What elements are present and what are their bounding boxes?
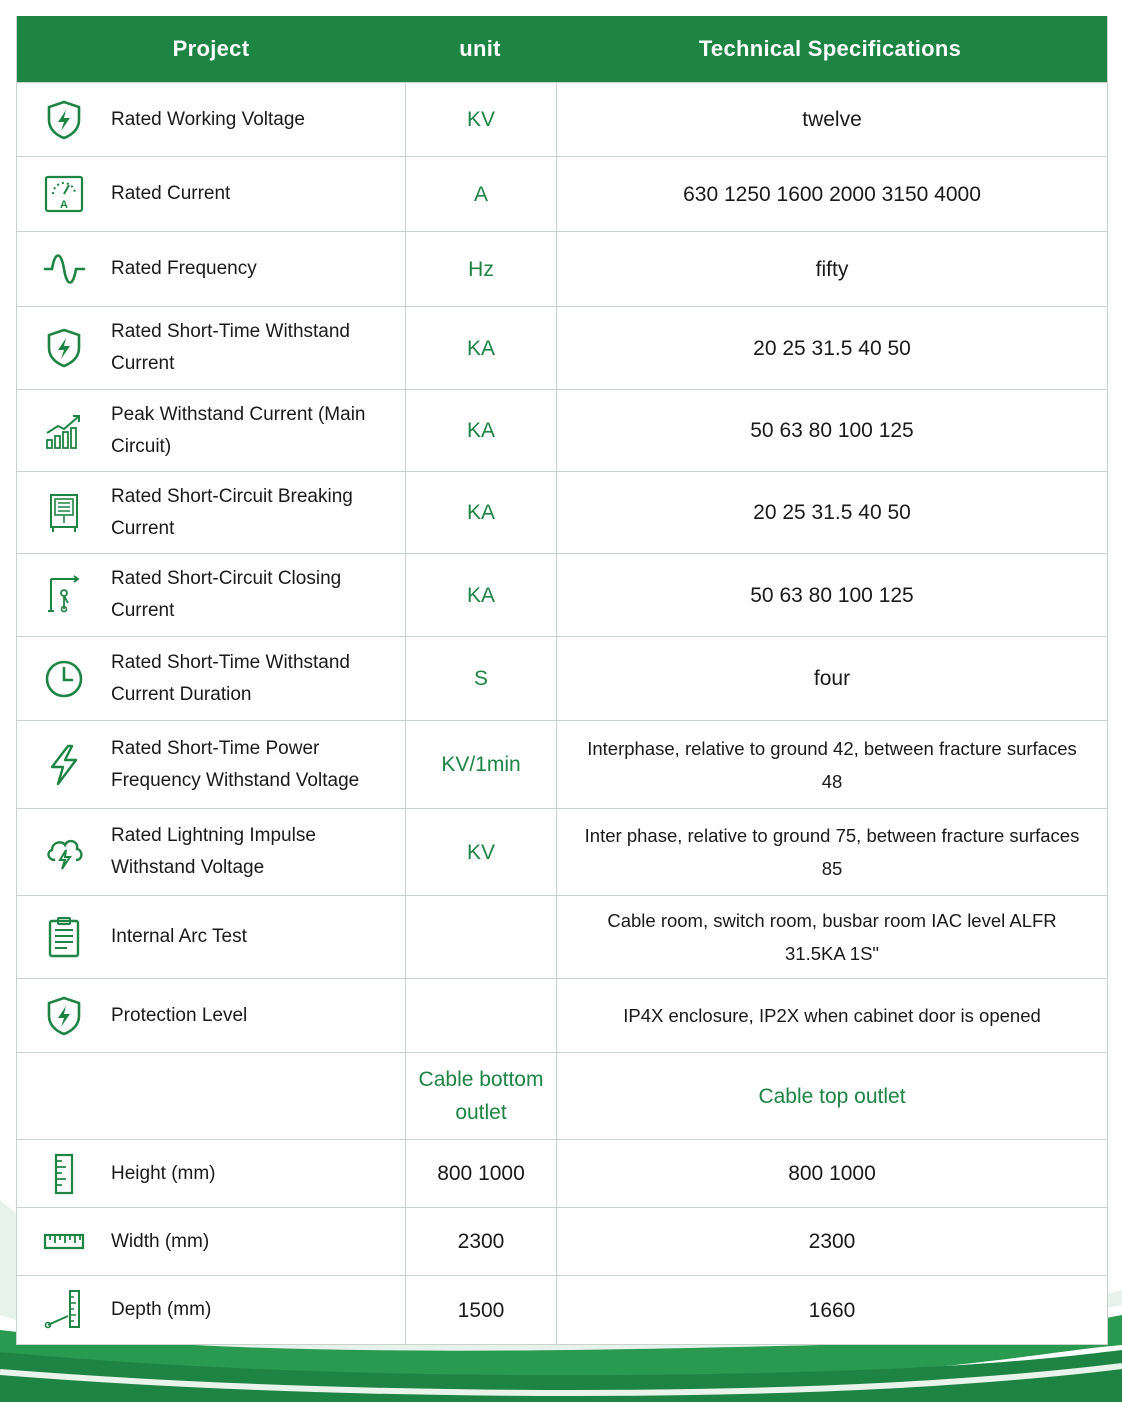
shield-bolt-icon (17, 326, 111, 370)
row-label: Peak Withstand Current (Main Circuit) (111, 403, 366, 457)
row-spec: four (813, 667, 851, 690)
row-label: Rated Short-Circuit Closing Current (111, 568, 342, 621)
row-unit: KA (466, 501, 495, 524)
row-bottom-value: 1500 (457, 1298, 505, 1322)
svg-text:A: A (60, 199, 68, 211)
row-spec: Interphase, relative to ground 42, between fracture surfaces 48 (587, 737, 1077, 792)
clock-icon (17, 657, 111, 701)
row-unit: KV (466, 108, 495, 131)
row-label: Height (mm) (111, 1162, 216, 1184)
header-specifications: Technical Specifications (698, 36, 962, 61)
row-label: Rated Frequency (111, 258, 257, 279)
row-top-value: 1660 (808, 1298, 856, 1322)
row-bottom-value: 2300 (457, 1230, 505, 1253)
row-label: Rated Lightning Impulse Withstand Voltage (111, 825, 316, 878)
row-unit: KV/1min (441, 753, 521, 776)
row-spec: IP4X enclosure, IP2X when cabinet door is opened (623, 1005, 1041, 1026)
row-spec: 20 25 31.5 40 50 (753, 501, 911, 524)
table-row (17, 306, 1107, 389)
row-unit: Hz (468, 257, 494, 281)
row-spec: 630 1250 1600 2000 3150 4000 (683, 182, 981, 206)
table-row (17, 720, 1107, 808)
row-unit: S (473, 667, 488, 690)
horizontal-ruler-icon (17, 1220, 111, 1264)
clipboard-icon (17, 915, 111, 959)
row-spec: 50 63 80 100 125 (750, 419, 914, 442)
specifications-table (16, 16, 1108, 1345)
table-header (17, 16, 1107, 82)
table-row (17, 231, 1107, 306)
row-label: Rated Short-Circuit Breaking Current (111, 485, 353, 539)
row-spec: 20 25 31.5 40 50 (753, 336, 911, 360)
row-spec: fifty (815, 257, 849, 281)
row-label: Rated Short-Time Withstand Current Duration (111, 651, 350, 705)
table-row (17, 808, 1107, 895)
lightning-bolt-icon (17, 743, 111, 787)
row-label: Width (mm) (111, 1230, 210, 1252)
table-row (17, 1139, 1107, 1207)
row-top-value: 800 1000 (788, 1162, 876, 1185)
ammeter-icon (17, 172, 111, 216)
table-row (17, 553, 1107, 636)
row-unit: KA (466, 583, 495, 607)
row-bottom-value: 800 1000 (437, 1162, 525, 1185)
table-row (17, 636, 1107, 720)
row-label: Rated Short-Time Power Frequency Withstand Voltage (111, 737, 360, 791)
row-label: Rated Short-Time Withstand Current (111, 321, 350, 374)
table-row (17, 82, 1107, 156)
table-row (17, 1275, 1107, 1344)
row-spec: twelve (802, 108, 862, 131)
row-label: Internal Arc Test (111, 926, 247, 947)
row-unit: A (473, 182, 488, 206)
storm-cloud-icon (17, 830, 111, 874)
depth-ruler-icon (17, 1288, 111, 1332)
row-label: Rated Current (111, 183, 231, 204)
row-label: Rated Working Voltage (111, 108, 305, 130)
table-row (17, 895, 1107, 978)
row-top-value: 2300 (808, 1230, 856, 1253)
bar-growth-icon (17, 409, 111, 453)
cable-bottom-outlet-label: Cable bottom outlet (418, 1068, 544, 1124)
table-row (17, 156, 1107, 231)
row-spec: 50 63 80 100 125 (750, 583, 914, 607)
row-spec: Inter phase, relative to ground 75, between fracture surfaces 85 (584, 825, 1080, 879)
table-row (17, 978, 1107, 1052)
closing-circuit-icon (17, 573, 111, 617)
row-label: Protection Level (111, 1004, 248, 1026)
sine-wave-icon (17, 247, 111, 291)
table-row (17, 471, 1107, 553)
breaker-cabinet-icon (17, 491, 111, 535)
shield-bolt-icon (17, 98, 111, 142)
row-unit: KV (466, 840, 495, 864)
row-spec: Cable room, switch room, busbar room IAC level ALFR 31.5KA 1S" (607, 910, 1057, 964)
shield-bolt-icon (17, 994, 111, 1038)
row-unit: KA (466, 336, 495, 360)
row-label: Depth (mm) (111, 1299, 212, 1320)
cable-top-outlet-label: Cable top outlet (758, 1084, 906, 1108)
header-unit: unit (459, 36, 501, 61)
outlet-header-row (17, 1052, 1107, 1139)
vertical-ruler-icon (17, 1152, 111, 1196)
row-unit: KA (466, 419, 495, 442)
header-project: Project (172, 36, 250, 61)
table-row (17, 389, 1107, 471)
table-row (17, 1207, 1107, 1275)
